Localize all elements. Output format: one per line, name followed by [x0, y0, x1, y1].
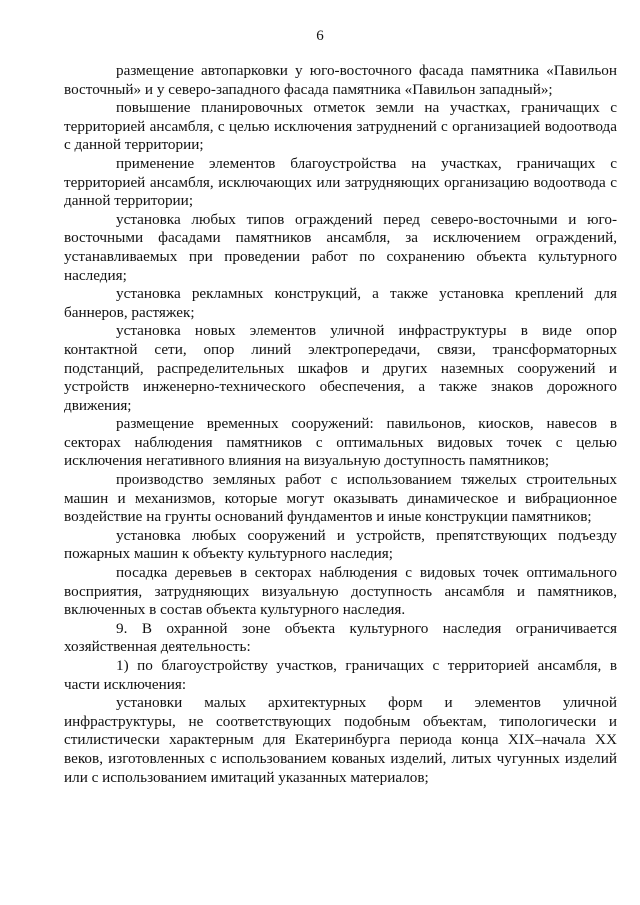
paragraph-ground-level: повышение планировочных отметок земли на участках, граничащих с территорией ансамбля, с целью исключения затруднений с организацией водоотвода с данной территории;: [64, 99, 617, 154]
paragraph-fire-access: установка любых сооружений и устройств, препятствующих подъезду пожарных машин к объекту культурного наследия;: [64, 526, 617, 563]
paragraph-temporary-structures: размещение временных сооружений: павильонов, киосков, навесов в секторах наблюдения памятников с оптимальных видовых точек с целью исключения негативного влияния на визуальную доступность памятников;: [64, 415, 617, 470]
paragraph-parking: размещение автопарковки у юго-восточного фасада памятника «Павильон восточный» и у северо-западного фасада памятника «Павильон западный»;: [64, 62, 617, 98]
document-body: [64, 62, 617, 787]
paragraph-item-1: 1) по благоустройству участков, граничащих с территорией ансамбля, в части исключения:: [64, 657, 617, 693]
paragraph-advertising: установка рекламных конструкций, а также установка креплений для баннеров, растяжек;: [64, 285, 617, 321]
paragraph-street-infrastructure: установка новых элементов уличной инфраструктуры в виде опор контактной сети, опор линий электропередачи, связи, трансформаторных подстанций, распределительных шкафов и других наземных сооружений и устройств инженерно-технического обеспечения, а также знаков дорожного движения;: [64, 322, 617, 414]
paragraph-tree-planting: посадка деревьев в секторах наблюдения с видовых точек оптимального восприятия, затрудняющих визуальную доступность ансамбля и памятников, включенных в состав объекта культурного наследия.: [64, 564, 617, 619]
paragraph-earthworks: производство земляных работ с использованием тяжелых строительных машин и механизмов, которые могут оказывать динамическое и вибрационное воздействие на грунты оснований фундаментов и иные конструкции памятников;: [64, 471, 617, 526]
page-number: 6: [316, 28, 324, 44]
paragraph-small-architectural-forms: установки малых архитектурных форм и элементов уличной инфраструктуры, не соответствующих подобным объектам, типологически и стилистически характерным для Екатеринбурга периода конца XIX–начала XX веков, изготовленных с использованием кованых изделий, литых чугунных изделий или с использованием имитаций указанных материалов;: [64, 694, 617, 786]
paragraph-section-9: 9. В охранной зоне объекта культурного наследия ограничивается хозяйственная деятельность:: [64, 619, 617, 656]
paragraph-landscaping-elements: применение элементов благоустройства на участках, граничащих с территорией ансамбля, исключающих или затрудняющих организацию водоотвода с данной территории;: [64, 154, 617, 210]
paragraph-fences: установка любых типов ограждений перед северо-восточными и юго-восточными фасадами памятников ансамбля, за исключением ограждений, устанавливаемых при проведении работ по сохранению объекта культурного наследия;: [64, 210, 617, 284]
